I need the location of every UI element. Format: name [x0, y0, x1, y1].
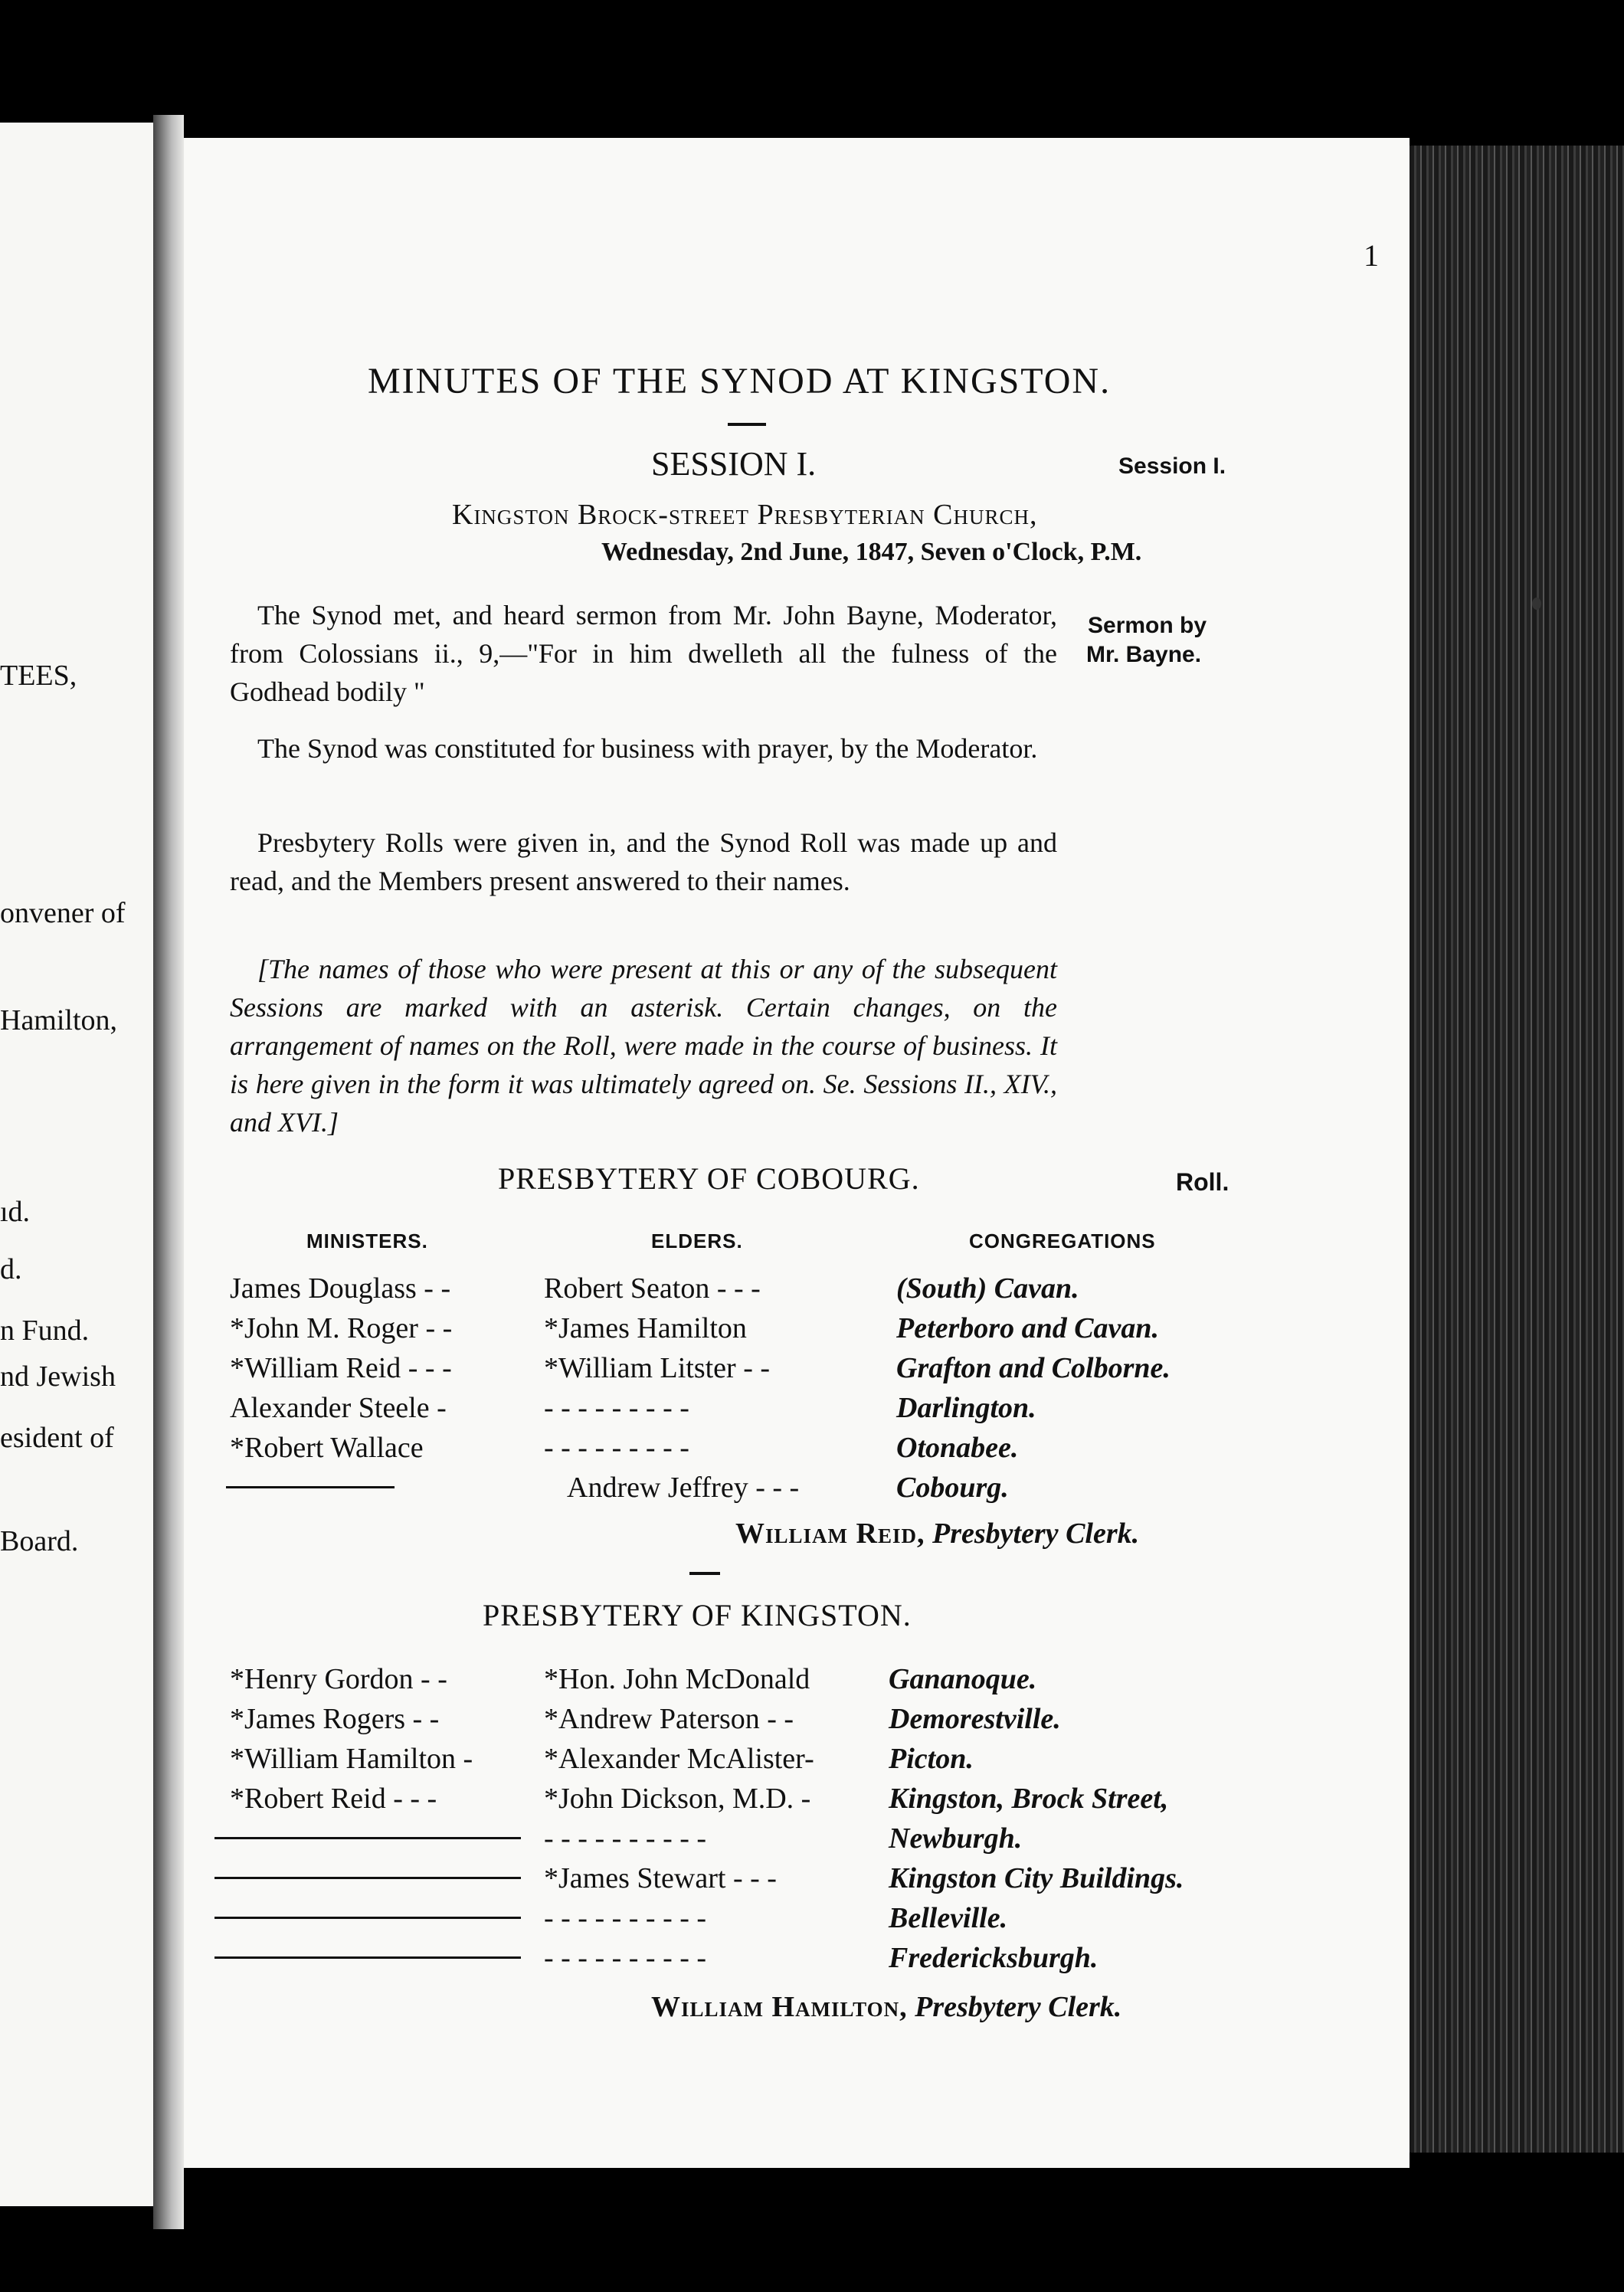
left-fragment: d. — [0, 1253, 22, 1285]
presbytery-heading: PRESBYTERY OF COBOURG. — [498, 1161, 920, 1196]
paragraph — [230, 596, 1057, 711]
congregation: Grafton and Colborne. — [896, 1352, 1171, 1384]
congregation: Otonabee. — [896, 1432, 1019, 1464]
session-heading: SESSION I. — [651, 445, 817, 483]
table-row — [184, 1901, 1410, 1941]
congregation: Kingston, Brock Street, — [889, 1783, 1169, 1815]
ink-speck — [1532, 598, 1541, 610]
congregation: Kingston City Buildings. — [889, 1862, 1184, 1894]
minister: *Robert Wallace — [230, 1432, 424, 1464]
left-fragment: nd Jewish — [0, 1360, 116, 1393]
title-rule — [728, 423, 766, 426]
elder: - - - - - - - - - - — [544, 1822, 707, 1855]
left-fragment: Hamilton, — [0, 1004, 118, 1036]
congregation: (South) Cavan. — [896, 1272, 1079, 1305]
congregation: Cobourg. — [896, 1472, 1009, 1504]
left-fragment: Board. — [0, 1525, 79, 1557]
table-row — [184, 1822, 1410, 1861]
table-row — [184, 1272, 1410, 1311]
sermon-note: Sermon by — [1088, 613, 1207, 638]
left-fragment: ıd. — [0, 1196, 31, 1228]
book-page-edges — [1410, 146, 1624, 2153]
paragraph-text: [The names of those who were present at this or any of the subsequent Sessions are marked with an asterisk. Certain changes, on the arrangement of names on the Roll, were made in the course of business. It is here given in the form it was ultimately agreed on. Se. Sessions II., XIV., and XVI.] — [230, 954, 1057, 1138]
table-row — [184, 1662, 1410, 1702]
table-row — [184, 1702, 1410, 1742]
col-ministers: MINISTERS. — [306, 1229, 428, 1252]
congregation: Darlington. — [896, 1392, 1036, 1424]
congregation: Demorestville. — [889, 1703, 1061, 1735]
session-margin-note: Session I. — [1118, 453, 1226, 479]
clerk-name: William Hamilton, — [651, 1991, 908, 2023]
table-row — [184, 1861, 1410, 1901]
page-title: MINUTES OF THE SYNOD AT KINGSTON. — [368, 361, 1112, 401]
paragraph — [230, 823, 1057, 900]
paragraph — [230, 729, 1057, 768]
minister: James Douglass - - — [230, 1272, 451, 1305]
congregation: Peterboro and Cavan. — [896, 1312, 1160, 1344]
clerk-role: Presbytery Clerk. — [915, 1991, 1122, 2023]
left-page — [0, 123, 153, 2206]
clerk-role: Presbytery Clerk. — [932, 1518, 1140, 1550]
elder: *James Stewart - - - — [544, 1862, 777, 1894]
minister: *William Reid - - - — [230, 1352, 452, 1384]
table-row — [184, 1311, 1410, 1351]
elder: Andrew Jeffrey - - - — [567, 1472, 800, 1504]
congregation: Gananoque. — [889, 1663, 1037, 1695]
congregation: Picton. — [889, 1743, 974, 1775]
table-row — [184, 1431, 1410, 1471]
congregation: Fredericksburgh. — [889, 1942, 1098, 1974]
table-row — [184, 1941, 1410, 1981]
congregation: Newburgh. — [889, 1822, 1023, 1855]
elder: *Alexander McAlister- — [544, 1743, 814, 1775]
table-row — [184, 1742, 1410, 1782]
elder: *John Dickson, M.D. - — [544, 1783, 811, 1815]
left-fragment: n Fund. — [0, 1315, 90, 1347]
section-rule — [689, 1572, 720, 1575]
minister: *Henry Gordon - - — [230, 1663, 447, 1695]
elder: Robert Seaton - - - — [544, 1272, 761, 1305]
table-row — [184, 1351, 1410, 1391]
elder: - - - - - - - - - — [544, 1432, 689, 1464]
paragraph-text: The Synod was constituted for business with prayer, by the Moderator. — [257, 733, 1038, 764]
minister: *James Rogers - - — [230, 1703, 440, 1735]
col-congregations: CONGREGATIONS — [969, 1229, 1156, 1252]
minister: Alexander Steele - — [230, 1392, 447, 1424]
session-place: Kingston Brock-street Presbyterian Church, — [452, 499, 1038, 531]
paragraph-text: The Synod met, and heard sermon from Mr. John Bayne, Moderator, from Colossians ii., 9,—"For in him dwelleth all the fulness of the Godhead bodily " — [230, 600, 1057, 707]
minister: *Robert Reid - - - — [230, 1783, 437, 1815]
document-page — [184, 138, 1410, 2168]
book-gutter — [153, 115, 184, 2229]
left-fragment: TEES, — [0, 660, 77, 692]
table-row — [184, 1782, 1410, 1822]
session-date: Wednesday, 2nd June, 1847, Seven o'Clock, P.M. — [601, 538, 1142, 566]
left-fragment: esident of — [0, 1422, 114, 1454]
page-number: 1 — [1364, 238, 1379, 273]
table-row — [184, 1391, 1410, 1431]
presbytery-clerk — [735, 1517, 1139, 1550]
sermon-note: Mr. Bayne. — [1086, 642, 1202, 667]
elder: *William Litster - - — [544, 1352, 771, 1384]
minister: *William Hamilton - — [230, 1743, 473, 1775]
congregation: Belleville. — [889, 1902, 1008, 1934]
clerk-name: William Reid, — [735, 1518, 925, 1550]
presbytery-clerk — [651, 1990, 1121, 2024]
minister: *John M. Roger - - — [230, 1312, 453, 1344]
elder: - - - - - - - - - - — [544, 1942, 707, 1974]
table-row — [184, 1471, 1410, 1511]
note-paragraph — [230, 950, 1057, 1141]
elder: *Hon. John McDonald — [544, 1663, 810, 1695]
elder: - - - - - - - - - — [544, 1392, 689, 1424]
elder: *Andrew Paterson - - — [544, 1703, 794, 1735]
presbytery-heading: PRESBYTERY OF KINGSTON. — [483, 1598, 912, 1632]
elder: - - - - - - - - - - — [544, 1902, 707, 1934]
paragraph-text: Presbytery Rolls were given in, and the Synod Roll was made up and read, and the Members present answered to their names. — [230, 827, 1057, 896]
col-elders: ELDERS. — [651, 1229, 743, 1252]
left-fragment: onvener of — [0, 897, 126, 929]
elder: *James Hamilton — [544, 1312, 747, 1344]
roll-margin-note: Roll. — [1176, 1168, 1229, 1196]
